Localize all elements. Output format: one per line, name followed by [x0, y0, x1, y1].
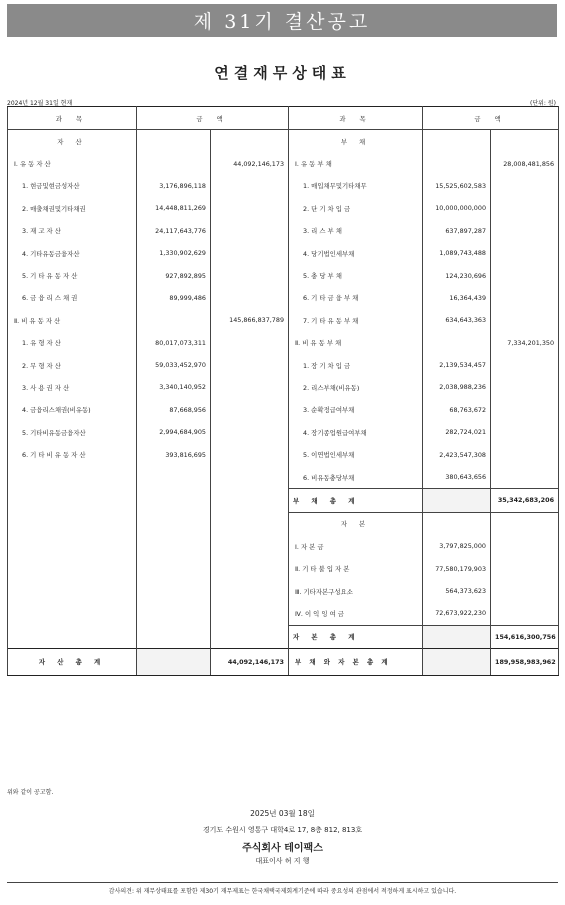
representative: 대표이사 허 지 행 — [255, 857, 310, 865]
asset-item: 2. 무 형 자 산 — [8, 354, 137, 376]
liability-sub-amount: 2,038,988,236 — [423, 376, 491, 398]
table-row — [8, 309, 559, 331]
asset-total-amount: 145,866,837,789 — [211, 309, 289, 331]
notice-note: 위와 같이 공고함. — [7, 789, 54, 796]
liability-sub-amount: 1,089,743,488 — [423, 242, 491, 264]
header-item-right: 과 목 — [289, 107, 423, 130]
table-row — [8, 354, 559, 376]
liabilities-total-value: 35,342,683,206 — [491, 489, 559, 512]
liability-total-amount: 28,008,481,856 — [491, 152, 559, 174]
blank — [211, 535, 289, 557]
liability-total-amount: 7,334,201,350 — [491, 332, 559, 354]
asset-sub-amount: 3,340,140,952 — [137, 376, 211, 398]
liability-total-amount — [491, 399, 559, 421]
equity-total-value: 154,616,300,756 — [491, 625, 559, 648]
asset-item: 4. 금융리스채권(비유동) — [8, 399, 137, 421]
table-row — [8, 152, 559, 174]
asset-sub-amount: 14,448,811,269 — [137, 197, 211, 219]
table-row — [8, 421, 559, 443]
blank — [423, 648, 491, 675]
company-address: 경기도 수원시 영통구 대학4로 17, 8층 812, 813호 — [202, 826, 363, 834]
liability-item: 2. 단 기 차 입 금 — [289, 197, 423, 219]
blank — [137, 535, 211, 557]
blank — [211, 580, 289, 602]
liability-sub-amount: 15,525,602,583 — [423, 175, 491, 197]
blank — [137, 512, 211, 535]
equity-row — [8, 535, 559, 557]
table-row — [8, 242, 559, 264]
equity-sub-amount: 564,373,623 — [423, 580, 491, 602]
asset-sub-amount — [137, 466, 211, 489]
audit-opinion: 감사의견: 위 재무상태표를 포함한 제30기 재무제표는 한국채택국제회계기준에 따라 중요성의 관점에서 적정하게 표시하고 있습니다. — [7, 882, 558, 895]
blank — [137, 489, 211, 512]
blank — [211, 489, 289, 512]
liability-total-amount — [491, 220, 559, 242]
asset-item: 3. 사 용 권 자 산 — [8, 376, 137, 398]
liability-total-amount — [491, 309, 559, 331]
blank — [423, 625, 491, 648]
asset-sub-amount: 393,816,695 — [137, 443, 211, 465]
statement-title: 연결재무상태표 — [214, 64, 351, 82]
asset-total-amount — [211, 376, 289, 398]
liability-sub-amount: 282,724,021 — [423, 421, 491, 443]
header-amount-right: 금 액 — [423, 107, 559, 130]
blank — [211, 602, 289, 625]
blank — [491, 512, 559, 535]
table-row — [8, 264, 559, 286]
asset-sub-amount: 1,330,902,629 — [137, 242, 211, 264]
asset-item: 3. 재 고 자 산 — [8, 220, 137, 242]
blank — [8, 489, 137, 512]
liability-total-amount — [491, 175, 559, 197]
asset-item: 5. 기 타 유 동 자 산 — [8, 264, 137, 286]
asset-item: 1. 유 형 자 산 — [8, 332, 137, 354]
asset-item: 5. 기타비유동금융자산 — [8, 421, 137, 443]
blank — [211, 512, 289, 535]
blank — [137, 580, 211, 602]
blank — [137, 557, 211, 579]
asset-total-amount — [211, 443, 289, 465]
blank — [137, 602, 211, 625]
asset-total-amount — [211, 220, 289, 242]
asset-item: 4. 기타유동금융자산 — [8, 242, 137, 264]
asset-sub-amount — [137, 152, 211, 174]
liability-item: Ⅰ. 유 동 부 채 — [289, 152, 423, 174]
equity-heading: 자 본 — [289, 512, 423, 535]
liability-item: 7. 기 타 유 동 부 채 — [289, 309, 423, 331]
liabilities-total-label: 부 채 총 계 — [289, 489, 423, 512]
liability-item: 6. 기 타 금 융 부 채 — [289, 287, 423, 309]
blank — [211, 625, 289, 648]
asset-item: Ⅱ. 비 유 동 자 산 — [8, 309, 137, 331]
asset-total-amount — [211, 197, 289, 219]
asset-total-amount — [211, 421, 289, 443]
blank — [137, 648, 211, 675]
asset-sub-amount: 2,994,684,905 — [137, 421, 211, 443]
equity-total-label: 자 본 총 계 — [289, 625, 423, 648]
blank — [423, 512, 491, 535]
header-amount-left: 금 액 — [137, 107, 289, 130]
liability-item: Ⅱ. 비 유 동 부 채 — [289, 332, 423, 354]
asset-sub-amount: 59,033,452,970 — [137, 354, 211, 376]
asset-total-amount — [211, 399, 289, 421]
liability-total-amount — [491, 242, 559, 264]
liability-total-amount — [491, 287, 559, 309]
equity-row — [8, 557, 559, 579]
equity-sub-amount: 77,580,179,903 — [423, 557, 491, 579]
table-row — [8, 376, 559, 398]
company-name: 주식회사 테이팩스 — [242, 843, 323, 854]
liability-item: 5. 충 당 부 채 — [289, 264, 423, 286]
equity-heading-row — [8, 512, 559, 535]
asset-item: 1. 현금및현금성자산 — [8, 175, 137, 197]
liability-total-amount — [491, 443, 559, 465]
liability-total-amount — [491, 466, 559, 489]
asset-total-amount — [211, 242, 289, 264]
blank — [8, 580, 137, 602]
blank — [8, 512, 137, 535]
blank — [211, 557, 289, 579]
asset-sub-amount: 87,668,956 — [137, 399, 211, 421]
blank — [8, 625, 137, 648]
asset-item: 6. 기 타 비 유 동 자 산 — [8, 443, 137, 465]
liab-equity-total-label: 부 채 와 자 본 총 계 — [289, 648, 423, 675]
liability-total-amount — [491, 354, 559, 376]
asset-total-amount — [211, 332, 289, 354]
liability-total-amount — [491, 376, 559, 398]
asset-total-amount — [211, 466, 289, 489]
equity-row — [8, 602, 559, 625]
blank — [8, 557, 137, 579]
assets-total-label: 자 산 총 계 — [8, 648, 137, 675]
asset-total-amount — [211, 354, 289, 376]
liability-item: 4. 장기종업원급여부채 — [289, 421, 423, 443]
equity-item: Ⅲ. 기타자본구성요소 — [289, 580, 423, 602]
liability-item: 4. 당기법인세부채 — [289, 242, 423, 264]
liability-sub-amount: 10,000,000,000 — [423, 197, 491, 219]
liability-sub-amount: 637,897,287 — [423, 220, 491, 242]
balance-sheet-table — [7, 106, 559, 676]
assets-total-value: 44,092,146,173 — [211, 648, 289, 675]
liability-item: 3. 리 스 부 채 — [289, 220, 423, 242]
section-heading-row — [8, 130, 559, 153]
asset-sub-amount: 80,017,073,311 — [137, 332, 211, 354]
table-row — [8, 287, 559, 309]
liability-item: 6. 비유동충당부채 — [289, 466, 423, 489]
table-row — [8, 443, 559, 465]
liabilities-total-row — [8, 489, 559, 512]
asset-item: 2. 매출채권및기타채권 — [8, 197, 137, 219]
asset-total-amount — [211, 264, 289, 286]
asset-sub-amount — [137, 309, 211, 331]
asset-sub-amount: 927,892,895 — [137, 264, 211, 286]
equity-item: Ⅱ. 기 타 불 입 자 본 — [289, 557, 423, 579]
blank — [8, 602, 137, 625]
assets-heading: 자 산 — [8, 130, 137, 153]
liability-item: 3. 순확정급여부채 — [289, 399, 423, 421]
header-item-left: 과 목 — [8, 107, 137, 130]
liability-sub-amount — [423, 152, 491, 174]
notice-banner: 제 31기 결산공고 — [7, 4, 557, 37]
liability-item: 1. 매입채무및기타채무 — [289, 175, 423, 197]
liability-total-amount — [491, 197, 559, 219]
liability-item: 5. 이연법인세부채 — [289, 443, 423, 465]
asset-item — [8, 466, 137, 489]
grand-total-row — [8, 648, 559, 675]
liability-total-amount — [491, 264, 559, 286]
equity-total-row — [8, 625, 559, 648]
asset-total-amount: 44,092,146,173 — [211, 152, 289, 174]
liab-equity-total-value: 189,958,983,962 — [491, 648, 559, 675]
liability-sub-amount: 2,423,547,308 — [423, 443, 491, 465]
asset-sub-amount: 3,176,896,118 — [137, 175, 211, 197]
unit-label: (단위: 원) — [530, 100, 556, 107]
liability-sub-amount: 68,763,672 — [423, 399, 491, 421]
blank — [491, 557, 559, 579]
liability-sub-amount: 2,139,534,457 — [423, 354, 491, 376]
liability-sub-amount: 380,643,656 — [423, 466, 491, 489]
report-date: 2024년 12월 31일 현재 — [7, 100, 73, 107]
table-row — [8, 197, 559, 219]
table-row — [8, 466, 559, 489]
liabilities-heading: 부 채 — [289, 130, 423, 153]
equity-sub-amount: 72,673,922,230 — [423, 602, 491, 625]
asset-sub-amount: 89,999,486 — [137, 287, 211, 309]
equity-sub-amount: 3,797,825,000 — [423, 535, 491, 557]
blank — [137, 625, 211, 648]
asset-item: 6. 금 융 리 스 채 권 — [8, 287, 137, 309]
liability-item: 1. 장 기 차 입 금 — [289, 354, 423, 376]
table-header-row — [8, 107, 559, 130]
liability-sub-amount: 634,643,363 — [423, 309, 491, 331]
equity-item: Ⅰ. 자 본 금 — [289, 535, 423, 557]
blank — [491, 602, 559, 625]
liability-total-amount — [491, 421, 559, 443]
table-row — [8, 399, 559, 421]
liability-sub-amount: 16,364,439 — [423, 287, 491, 309]
asset-sub-amount: 24,117,643,776 — [137, 220, 211, 242]
liability-sub-amount — [423, 332, 491, 354]
equity-row — [8, 580, 559, 602]
blank — [423, 489, 491, 512]
table-row — [8, 332, 559, 354]
liability-item: 2. 리스부채(비유동) — [289, 376, 423, 398]
asset-total-amount — [211, 175, 289, 197]
liability-sub-amount: 124,230,696 — [423, 264, 491, 286]
equity-item: Ⅳ. 이 익 잉 여 금 — [289, 602, 423, 625]
blank — [491, 580, 559, 602]
asset-item: Ⅰ. 유 동 자 산 — [8, 152, 137, 174]
blank — [491, 535, 559, 557]
announcement-date: 2025년 03월 18일 — [250, 809, 315, 818]
blank — [8, 535, 137, 557]
table-row — [8, 175, 559, 197]
table-row — [8, 220, 559, 242]
asset-total-amount — [211, 287, 289, 309]
